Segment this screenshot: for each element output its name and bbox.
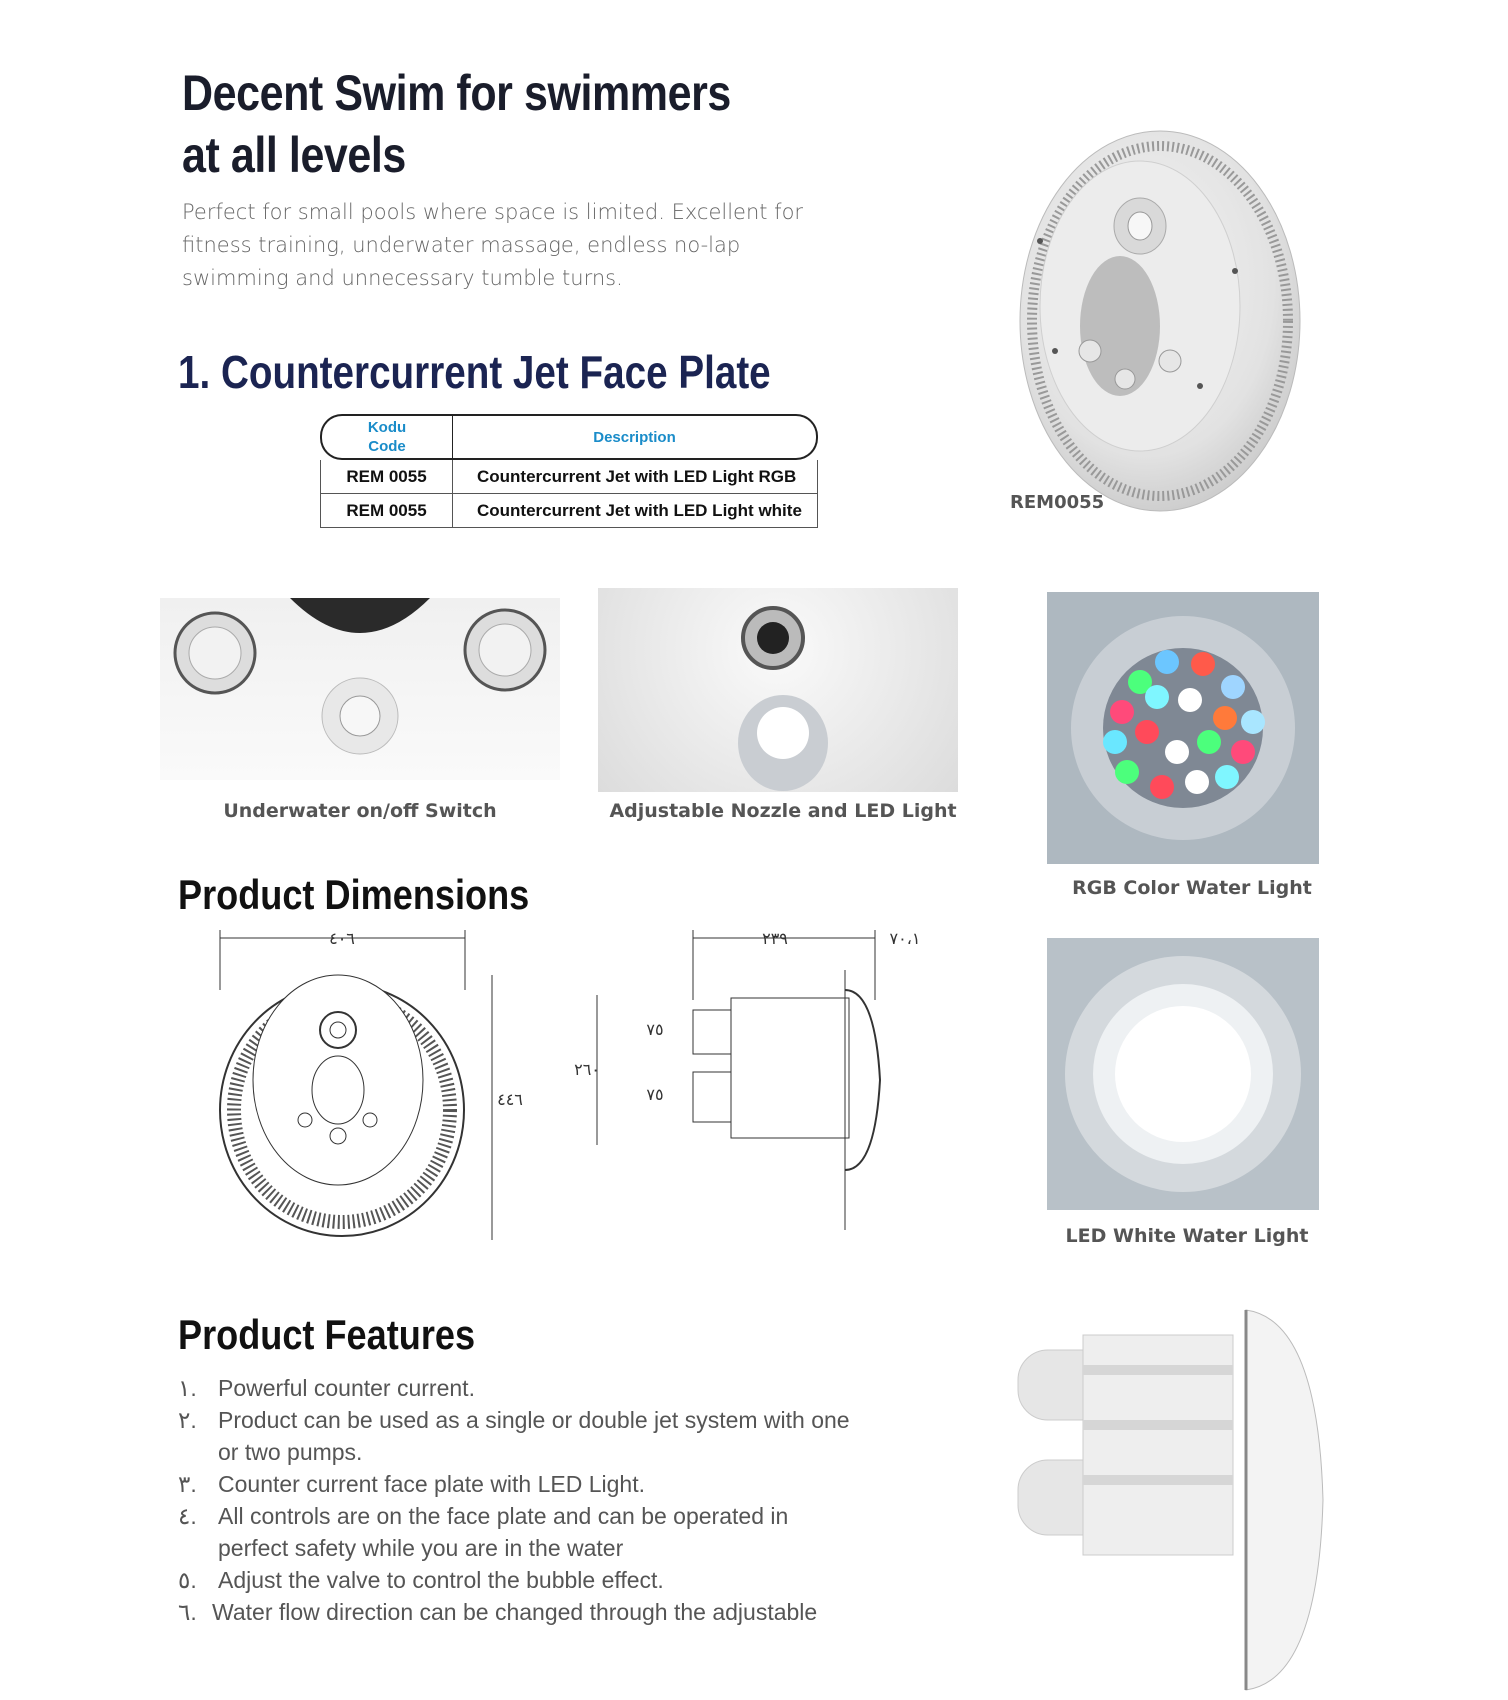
item-text: Adjust the valve to control the bubble effect.	[218, 1567, 664, 1593]
switch-illustration	[160, 598, 560, 780]
port-upper-label: ٧٥	[646, 1020, 664, 1039]
front-view-drawing	[210, 929, 523, 1246]
row-description: Countercurrent Jet with LED Light RGB	[453, 460, 818, 494]
row-code: REM 0055	[320, 494, 453, 528]
table-header-row	[320, 414, 818, 460]
item-text: Powerful counter current.	[218, 1375, 475, 1401]
port-lower-label: ٧٥	[646, 1085, 664, 1104]
item-number: ١.	[178, 1375, 197, 1401]
product-code-table	[320, 414, 818, 528]
side-height-label: ٢٦٠	[574, 1060, 600, 1079]
product-code-label: REM0055	[1010, 492, 1105, 513]
row-description: Countercurrent Jet with LED Light white	[453, 494, 818, 528]
list-item	[178, 1468, 858, 1500]
side-plate-label: ٧٠،١	[889, 929, 921, 948]
item-number: ٢.	[178, 1407, 197, 1433]
white-light-illustration	[1047, 938, 1319, 1210]
header-code	[320, 414, 453, 460]
page-title	[182, 62, 731, 186]
item-text: Counter current face plate with LED Light.	[218, 1471, 646, 1497]
nozzle-caption: Adjustable Nozzle and LED Light	[609, 800, 957, 822]
item-number: ٥.	[178, 1567, 197, 1593]
table-row	[320, 494, 818, 528]
rgb-light-photo	[1047, 592, 1319, 864]
header-description: Description	[453, 414, 818, 460]
white-caption: LED White Water Light	[1065, 1225, 1309, 1247]
white-light-photo	[1047, 938, 1319, 1210]
row-code: REM 0055	[320, 460, 453, 494]
nozzle-illustration	[598, 588, 958, 792]
rgb-light-illustration	[1047, 592, 1319, 864]
list-item	[178, 1372, 858, 1404]
title-line-1: Decent Swim for swimmers	[182, 65, 731, 121]
list-item	[178, 1564, 858, 1596]
side-depth-label: ٢٣٩	[762, 929, 788, 948]
item-text: Product can be used as a single or double jet system with one or two pumps.	[218, 1407, 850, 1465]
item-text: Water flow direction can be changed through the adjustable	[212, 1599, 818, 1625]
title-line-2: at all levels	[182, 127, 406, 183]
list-item	[178, 1404, 858, 1468]
dimensions-title: Product Dimensions	[178, 871, 530, 918]
features-list	[178, 1372, 858, 1628]
item-text: All controls are on the face plate and can be operated in perfect safety while you are in the water	[218, 1503, 789, 1561]
front-width-label: ٤٠٦	[329, 929, 355, 948]
front-height-label: ٤٤٦	[497, 1090, 523, 1109]
list-item	[178, 1596, 858, 1628]
switch-caption: Underwater on/off Switch	[223, 800, 497, 822]
table-row	[320, 460, 818, 494]
nozzle-photo	[598, 588, 958, 792]
item-number: ٦.	[178, 1599, 197, 1625]
side-view-drawing	[575, 930, 935, 1240]
intro-paragraph: Perfect for small pools where space is limited. Excellent for fitness training, underwater massage, endless no-lap swimming and unnecessary tumble turns.	[182, 200, 804, 290]
item-number: ٣.	[178, 1471, 197, 1497]
item-number: ٤.	[178, 1503, 197, 1529]
side-product-image	[1018, 1310, 1318, 1700]
header-code-label: Kodu Code	[367, 419, 407, 455]
section-title: 1. Countercurrent Jet Face Plate	[178, 346, 771, 398]
features-title: Product Features	[178, 1311, 476, 1358]
switch-photo	[160, 598, 560, 780]
face-plate-image	[1010, 126, 1310, 516]
list-item	[178, 1500, 858, 1564]
rgb-caption: RGB Color Water Light	[1072, 877, 1312, 899]
